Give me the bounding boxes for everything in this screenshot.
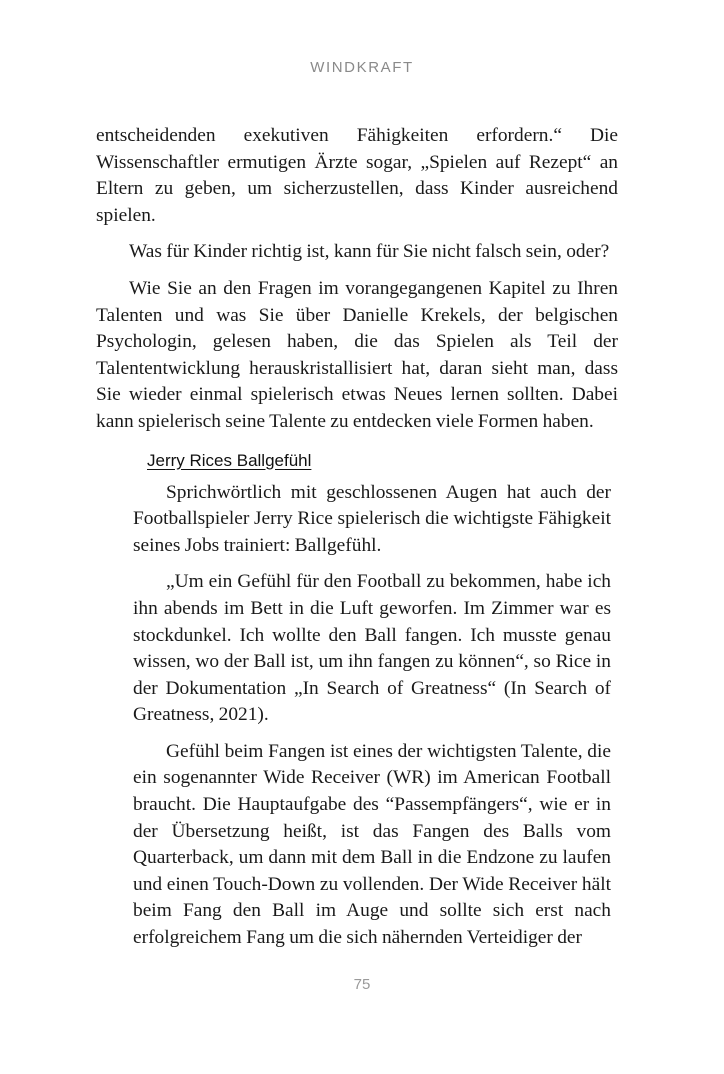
body-section-2 bbox=[133, 480, 611, 952]
body-section-1 bbox=[96, 123, 618, 436]
page-number: 75 bbox=[353, 975, 371, 993]
running-header: WINDKRAFT bbox=[310, 59, 414, 76]
paragraph: Wie Sie an den Fragen im vorangegangenen Kapitel zu Ihren Talenten und was Sie über Danielle Krekels, der belgischen Psychologin, gelesen haben, die das Spielen als Teil der Talententwicklung herauskristallisiert hat, daran sieht man, dass Sie wieder einmal spielerisch etwas Neues lernen sollten. Dabei kann spielerisch seine Talente zu entdecken viele Formen haben. bbox=[96, 277, 618, 432]
paragraph: Gefühl beim Fangen ist eines der wichtigsten Talente, die ein sogenannter Wide Receiver (WR) im American Football braucht. Die Hauptaufgabe des “Passempfängers“, wie er in der Übersetzung heißt, ist das Fangen des Balls vom Quarterback, um dann mit dem Ball in die Endzone zu laufen und einen Touch-Down zu vollenden. Der Wide Receiver hält beim Fang den Ball im Auge und sollte sich erst nach erfolgreichem Fang um die sich nähernden Verteidiger der bbox=[133, 740, 611, 949]
paragraph-continuation: entscheidenden exekutiven Fähigkeiten erfordern.“ Die Wissenschaftler ermutigen Ärzte sogar, „Spielen auf Rezept“ an Eltern zu geben, um sicherzustellen, dass Kinder ausreichend spielen. bbox=[96, 125, 618, 226]
paragraph: Sprichwörtlich mit geschlossenen Augen hat auch der Footballspieler Jerry Rice spielerisch die wichtigste Fähigkeit seines Jobs trainiert: Ballgefühl. bbox=[133, 481, 611, 556]
section-subheading: Jerry Rices Ballgefühl bbox=[147, 450, 312, 470]
paragraph-quote: „Um ein Gefühl für den Football zu bekommen, habe ich ihn abends im Bett in die Luft geworfen. Im Zimmer war es stockdunkel. Ich wollte den Ball fangen. Ich musste genau wissen, wo der Ball ist, um ihn fangen zu können“, so Rice in der Dokumentation „In Search of Greatness“ (In Search of Greatness, 2021). bbox=[133, 571, 611, 726]
paragraph: Was für Kinder richtig ist, kann für Sie nicht falsch sein, oder? bbox=[129, 241, 610, 263]
